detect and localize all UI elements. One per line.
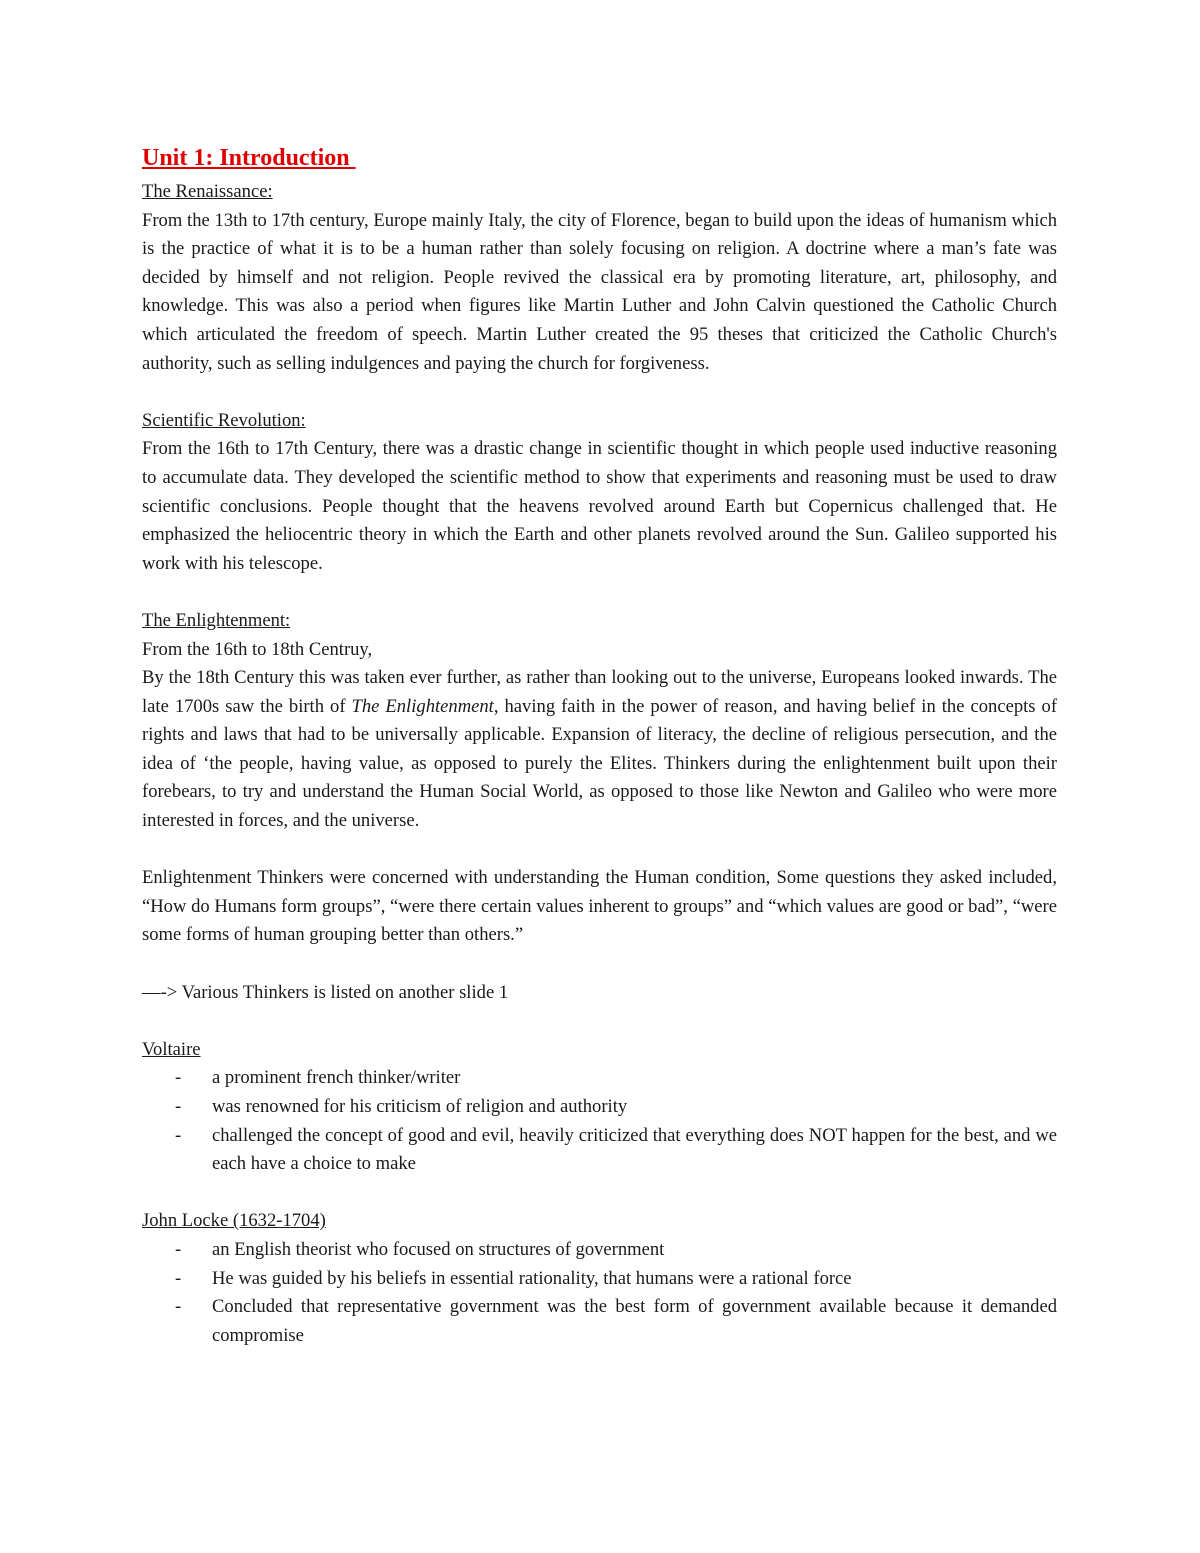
- paragraph-enlightenment-part2: , having faith in the power of reason, and having belief in the concepts of rights and laws that had to be universally applicable. Expansion of literacy, the decline of religious persecution, and the idea of ‘the people, having value, as opposed to purely the Elites. Thinkers during the enlightenment built upon their forebears, to try and understand the Human Social World, as opposed to those like Newton and Galileo who were more interested in forces, and the universe.: [142, 695, 1058, 832]
- list-item: [142, 1064, 1057, 1093]
- blank-line: [142, 378, 1057, 407]
- section-heading-voltaire: Voltaire: [142, 1038, 201, 1060]
- section-heading-scientific-revolution: Scientific Revolution:: [142, 409, 306, 431]
- section-heading-renaissance: The Renaissance:: [142, 181, 273, 202]
- blank-line: [142, 950, 1057, 979]
- paragraph-enlightenment: [142, 664, 1057, 836]
- locke-bullet-list: [142, 1236, 1057, 1350]
- blank-line: [142, 1179, 1057, 1208]
- document-page: [142, 138, 1057, 1350]
- blank-line: [142, 836, 1057, 865]
- bullet-dash: -: [175, 1267, 182, 1289]
- enlightenment-italic-term: The Enlightenment: [351, 695, 494, 717]
- bullet-dash: -: [175, 1067, 182, 1089]
- list-item-text: Concluded that representative government was the best form of government available because it demanded compromise: [212, 1296, 1057, 1346]
- paragraph-enlightenment-part1: By the 18th Century this was taken ever further, as rather than looking out to the universe, Europeans looked inwards. The late 1700s saw the birth of: [142, 667, 1057, 717]
- list-item: [142, 1293, 1057, 1350]
- voltaire-bullet-list: [142, 1064, 1057, 1178]
- bullet-dash: -: [175, 1238, 182, 1260]
- list-item: [142, 1236, 1057, 1265]
- paragraph-enlightenment-thinkers: Enlightenment Thinkers were concerned with understanding the Human condition, Some questions they asked included, “How do Humans form groups”, “were there certain values inherent to groups” and “which values are good or bad”, “were some forms of human grouping better than others.”: [142, 867, 1057, 946]
- blank-line: [142, 578, 1057, 607]
- blank-line: [142, 1007, 1057, 1036]
- note-various-thinkers: —-> Various Thinkers is listed on another slide 1: [142, 981, 509, 1003]
- paragraph-renaissance: From the 13th to 17th century, Europe mainly Italy, the city of Florence, began to build upon the ideas of humanism which is the practice of what it is to be a human rather than solely focusing on religion. A doctrine where a man’s fate was decided by himself and not religion. People revived the classical era by promoting literature, art, philosophy, and knowledge. This was also a period when figures like Martin Luther and John Calvin questioned the Catholic Church which articulated the freedom of speech. Martin Luther created the 95 theses that criticized the Catholic Church's authority, such as selling indulgences and paying the church for forgiveness.: [142, 209, 1057, 374]
- document-title: Unit 1: Introduction: [142, 145, 356, 171]
- list-item-text: was renowned for his criticism of religion and authority: [212, 1096, 628, 1117]
- bullet-dash: -: [175, 1124, 182, 1146]
- section-heading-john-locke: John Locke (1632-1704): [142, 1210, 326, 1232]
- section-heading-enlightenment: The Enlightenment:: [142, 609, 291, 631]
- list-item-text: challenged the concept of good and evil, heavily criticized that everything does NOT happen for the best, and we each have a choice to make: [212, 1124, 1057, 1175]
- paragraph-scientific-revolution: From the 16th to 17th Century, there was a drastic change in scientific thought in which people used inductive reasoning to accumulate data. They developed the scientific method to show that experiments and reasoning must be used to draw scientific conclusions. People thought that the heavens revolved around Earth but Copernicus challenged that. He emphasized the heliocentric theory in which the Earth and other planets revolved around the Sun. Galileo supported his work with his telescope.: [142, 438, 1057, 574]
- list-item: [142, 1093, 1057, 1122]
- list-item: [142, 1122, 1057, 1179]
- list-item-text: a prominent french thinker/writer: [212, 1067, 461, 1089]
- list-item: [142, 1265, 1057, 1294]
- enlightenment-dates: From the 16th to 18th Centruy,: [142, 638, 373, 660]
- bullet-dash: -: [175, 1296, 182, 1318]
- list-item-text: He was guided by his beliefs in essential rationality, that humans were a rational force: [212, 1267, 852, 1289]
- bullet-dash: -: [175, 1096, 182, 1117]
- list-item-text: an English theorist who focused on structures of government: [212, 1238, 665, 1260]
